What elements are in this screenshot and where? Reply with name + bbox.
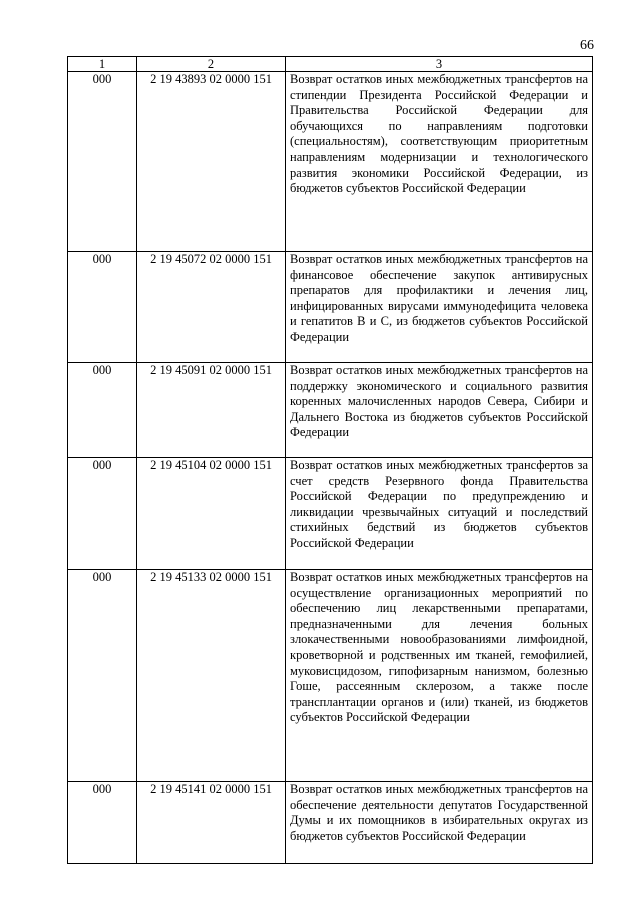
page-number: 66 xyxy=(580,38,594,53)
description-cell: Возврат остатков иных межбюджетных трансфертов на осуществление организационных мероприятий по обеспечению лиц лекарственными препаратами, предназначенными для лечения больных злокачественными новообразованиями лимфоидной, кроветворной и родственных им тканей, гемофилией, муковисцидозом, гипофизарным нанизмом, болезнью Гоше, рассеянным склерозом, а также после трансплантации органов и (или) тканей, из бюджетов субъектов Российской Федерации xyxy=(286,570,593,782)
kbk-code-cell: 2 19 45104 02 0000 151 xyxy=(137,458,286,570)
kbk-code-cell: 2 19 45141 02 0000 151 xyxy=(137,782,286,864)
kbk-code-cell: 2 19 45133 02 0000 151 xyxy=(137,570,286,782)
kbk-code-cell: 2 19 43893 02 0000 151 xyxy=(137,72,286,252)
description-cell: Возврат остатков иных межбюджетных трансфертов за счет средств Резервного фонда Правительства Российской Федерации по предупреждению и ликвидации чрезвычайных ситуаций и последствий стихийных бедствий из бюджетов субъектов Российской Федерации xyxy=(286,458,593,570)
admin-code-cell: 000 xyxy=(68,72,137,252)
column-number-3: 3 xyxy=(286,57,593,72)
admin-code-cell: 000 xyxy=(68,458,137,570)
table-row xyxy=(68,570,593,782)
admin-code-cell: 000 xyxy=(68,782,137,864)
table-row xyxy=(68,252,593,363)
description-cell: Возврат остатков иных межбюджетных трансфертов на обеспечение деятельности депутатов Государственной Думы и их помощников в избирательных округах из бюджетов субъектов Российской Федерации xyxy=(286,782,593,864)
description-cell: Возврат остатков иных межбюджетных трансфертов на финансовое обеспечение закупок антивирусных препаратов для профилактики и лечения лиц, инфицированных вирусами иммунодефицита человека и гепатитов В и С, из бюджетов субъектов Российской Федерации xyxy=(286,252,593,363)
admin-code-cell: 000 xyxy=(68,363,137,458)
kbk-code-cell: 2 19 45072 02 0000 151 xyxy=(137,252,286,363)
column-number-1: 1 xyxy=(68,57,137,72)
table-row xyxy=(68,782,593,864)
table-row xyxy=(68,458,593,570)
admin-code-cell: 000 xyxy=(68,252,137,363)
table-header-row xyxy=(68,57,593,72)
column-number-2: 2 xyxy=(137,57,286,72)
kbk-code-cell: 2 19 45091 02 0000 151 xyxy=(137,363,286,458)
table-row xyxy=(68,72,593,252)
budget-classification-table xyxy=(67,56,593,864)
description-cell: Возврат остатков иных межбюджетных трансфертов на стипендии Президента Российской Федерации и Правительства Российской Федерации для обучающихся по направлениям подготовки (специальностям), соответствующим приоритетным направлениям модернизации и технологического развития экономики Российской Федерации, из бюджетов субъектов Российской Федерации xyxy=(286,72,593,252)
admin-code-cell: 000 xyxy=(68,570,137,782)
table-row xyxy=(68,363,593,458)
description-cell: Возврат остатков иных межбюджетных трансфертов на поддержку экономического и социального развития коренных малочисленных народов Севера, Сибири и Дальнего Востока из бюджетов субъектов Российской Федерации xyxy=(286,363,593,458)
